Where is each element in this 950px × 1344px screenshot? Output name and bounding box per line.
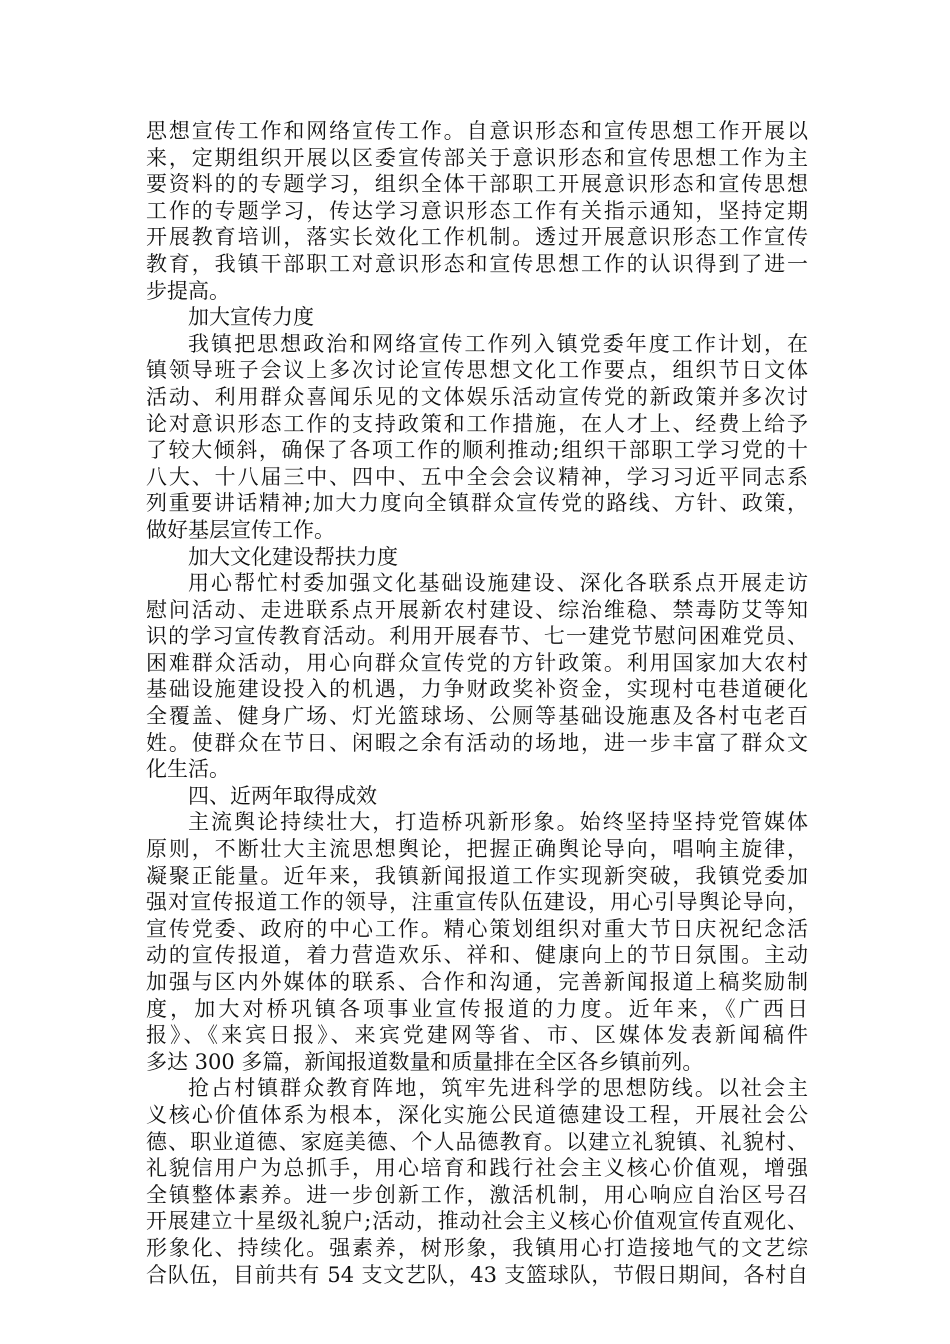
text-line: 开展教育培训，落实长效化工作机制。透过开展意识形态工作宣传 bbox=[146, 225, 808, 250]
paragraph bbox=[146, 331, 808, 544]
text-line: 慰问活动、走进联系点开展新农村建设、综治维稳、禁毒防艾等知 bbox=[146, 597, 808, 622]
text-line: 教育，我镇干部职工对意识形态和宣传思想工作的认识得到了进一 bbox=[146, 251, 808, 276]
text-line: 我镇把思想政治和网络宣传工作列入镇党委年度工作计划，在 bbox=[188, 331, 808, 356]
text-line: 加强与区内外媒体的联系、合作和沟通，完善新闻报道上稿奖励制 bbox=[146, 970, 808, 994]
text-line: 义核心价值体系为根本，深化实施公民道德建设工程，开展社会公 bbox=[146, 1102, 808, 1127]
text-line: 度，加大对桥巩镇各项事业宣传报道的力度。近年来，《广西日 bbox=[146, 996, 808, 1021]
text-line: 思想宣传工作和网络宣传工作。自意识形态和宣传思想工作开展以 bbox=[146, 119, 808, 143]
text-line: 强对宣传报道工作的领导，注重宣传队伍建设，用心引导舆论导向， bbox=[146, 890, 808, 915]
text-line: 原则，不断壮大主流思想舆论，把握正确舆论导向，唱响主旋律， bbox=[146, 837, 808, 862]
text-line: 加大宣传力度 bbox=[188, 305, 314, 330]
text-line: 工作的专题学习，传达学习意识形态工作有关指示通知，坚持定期 bbox=[146, 198, 808, 223]
text-line: 困难群众活动，用心向群众宣传党的方针政策。利用国家加大农村 bbox=[146, 650, 808, 675]
text-line: 开展建立十星级礼貌户;活动，推动社会主义核心价值观宣传直观化、 bbox=[146, 1209, 808, 1234]
text-line: 了较大倾斜，确保了各项工作的顺利推动;组织干部职工学习党的十 bbox=[146, 438, 808, 463]
text-line: 形象化、持续化。强素养，树形象，我镇用心打造接地气的文艺综 bbox=[146, 1235, 808, 1260]
document-body bbox=[146, 118, 808, 1288]
section-heading bbox=[146, 304, 808, 331]
text-line: 镇领导班子会议上多次讨论宣传思想文化工作要点，组织节日文体 bbox=[146, 358, 808, 383]
text-line: 多达 300 多篇，新闻报道数量和质量排在全区各乡镇前列。 bbox=[146, 1049, 704, 1074]
text-line: 做好基层宣传工作。 bbox=[146, 517, 335, 542]
text-line: 凝聚正能量。近年来，我镇新闻报道工作实现新突破，我镇党委加 bbox=[146, 863, 808, 888]
paragraph bbox=[146, 570, 808, 783]
text-line: 步提高。 bbox=[146, 278, 230, 303]
text-line: 活动、利用群众喜闻乐见的文体娱乐活动宣传党的新政策并多次讨 bbox=[146, 384, 808, 409]
text-line: 合队伍，目前共有 54 支文艺队，43 支篮球队，节假日期间，各村自 bbox=[146, 1262, 808, 1287]
text-line: 用心帮忙村委加强文化基础设施建设、深化各联系点开展走访 bbox=[188, 571, 808, 596]
text-line: 宣传党委、政府的中心工作。精心策划组织对重大节日庆祝纪念活 bbox=[146, 916, 808, 941]
text-line: 列重要讲话精神;加大力度向全镇群众宣传党的路线、方针、政策， bbox=[146, 491, 808, 516]
text-line: 全镇整体素养。进一步创新工作，激活机制，用心响应自治区号召 bbox=[146, 1182, 808, 1207]
text-line: 姓。使群众在节日、闲暇之余有活动的场地，进一步丰富了群众文 bbox=[146, 730, 808, 755]
text-line: 报》、《来宾日报》、来宾党建网等省、市、区媒体发表新闻稿件 bbox=[146, 1023, 808, 1048]
text-line: 抢占村镇群众教育阵地，筑牢先进科学的思想防线。以社会主 bbox=[188, 1076, 808, 1101]
text-line: 礼貌信用户为总抓手，用心培育和践行社会主义核心价值观，增强 bbox=[146, 1156, 808, 1181]
text-line: 德、职业道德、家庭美德、个人品德教育。以建立礼貌镇、礼貌村、 bbox=[146, 1129, 808, 1154]
text-line: 来，定期组织开展以区委宣传部关于意识形态和宣传思想工作为主 bbox=[146, 145, 808, 170]
text-line: 主流舆论持续壮大，打造桥巩新形象。始终坚持坚持党管媒体 bbox=[188, 810, 808, 835]
text-line: 四、近两年取得成效 bbox=[188, 783, 377, 808]
text-line: 化生活。 bbox=[146, 757, 230, 782]
text-line: 加大文化建设帮扶力度 bbox=[188, 544, 398, 569]
section-heading bbox=[146, 783, 808, 810]
text-line: 八大、十八届三中、四中、五中全会会议精神，学习习近平同志系 bbox=[146, 464, 808, 489]
text-line: 动的宣传报道，着力营造欢乐、祥和、健康向上的节日氛围。主动 bbox=[146, 943, 808, 968]
text-line: 基础设施建设投入的机遇，力争财政奖补资金，实现村屯巷道硬化 bbox=[146, 677, 808, 702]
paragraph bbox=[146, 118, 808, 304]
text-line: 全覆盖、健身广场、灯光篮球场、公厕等基础设施惠及各村屯老百 bbox=[146, 704, 808, 729]
text-line: 论对意识形态工作的支持政策和工作措施，在人才上、经费上给予 bbox=[146, 411, 808, 436]
paragraph bbox=[146, 1075, 808, 1288]
paragraph bbox=[146, 809, 808, 1075]
text-line: 要资料的的专题学习，组织全体干部职工开展意识形态和宣传思想 bbox=[146, 172, 808, 197]
section-heading bbox=[146, 544, 808, 571]
text-line: 识的学习宣传教育活动。利用开展春节、七一建党节慰问困难党员、 bbox=[146, 624, 808, 649]
